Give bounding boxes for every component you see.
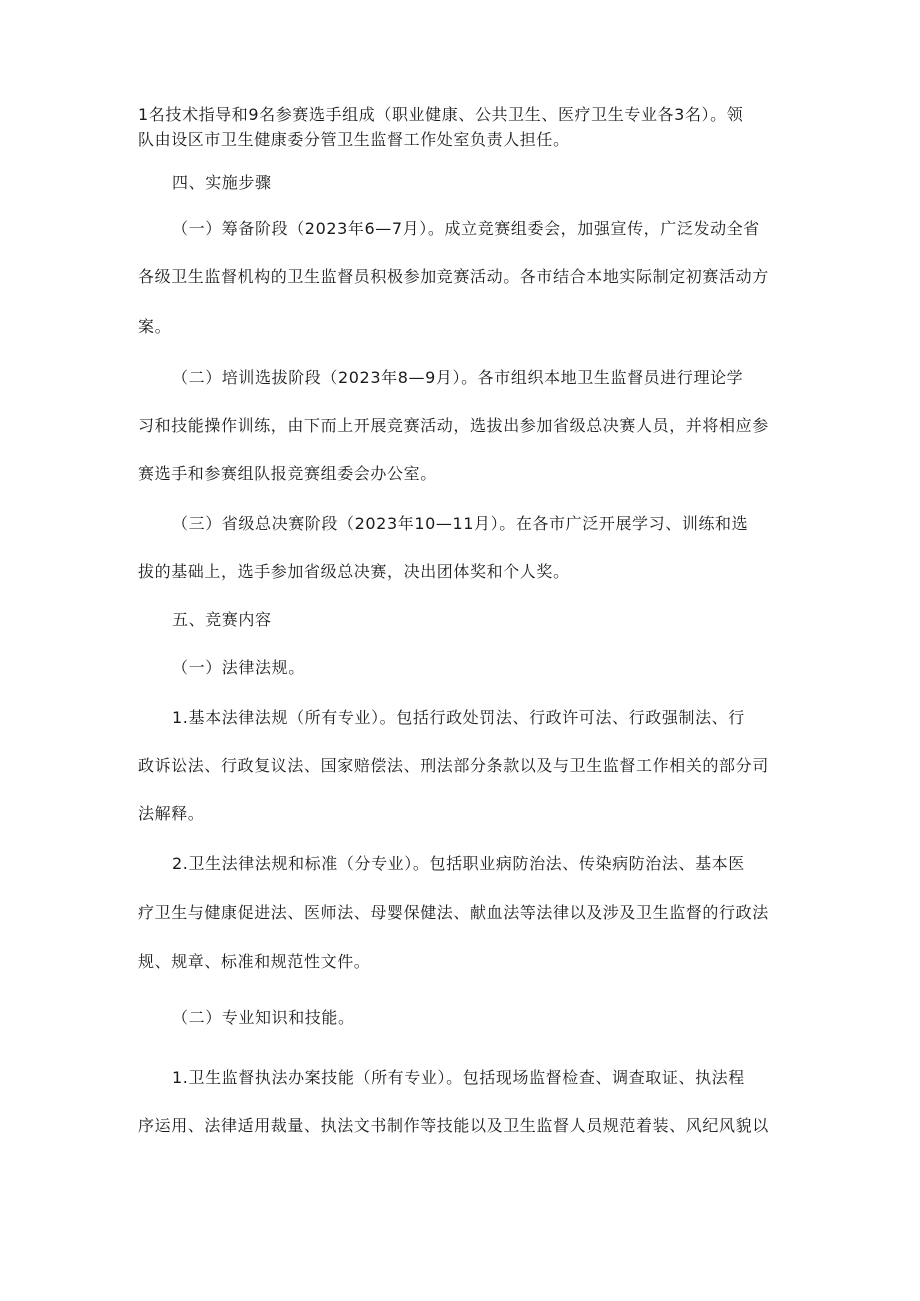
para-line: 案。 xyxy=(138,317,172,336)
subsection-heading-laws: （一）法律法规。 xyxy=(172,658,305,677)
para-line: 赛选手和参赛组队报竞赛组委会办公室。 xyxy=(138,464,437,483)
para-line: 序运用、法律适用裁量、执法文书制作等技能以及卫生监督人员规范着装、风纪风貌以 xyxy=(138,1116,769,1135)
para-line: 疗卫生与健康促进法、医师法、母婴保健法、献血法等法律以及涉及卫生监督的行政法 xyxy=(138,903,769,922)
para-line: 法解释。 xyxy=(138,804,205,823)
para-line: 1名技术指导和9名参赛选手组成（职业健康、公共卫生、医疗卫生专业各3名）。领 xyxy=(138,105,744,124)
para-line: （二）培训选拔阶段（2023年8—9月）。各市组织本地卫生监督员进行理论学 xyxy=(172,368,744,387)
para-line: 规、规章、标准和规范性文件。 xyxy=(138,952,371,971)
para-line: 队由设区市卫生健康委分管卫生监督工作处室负责人担任。 xyxy=(138,130,570,149)
para-line: 各级卫生监督机构的卫生监督员积极参加竞赛活动。各市结合本地实际制定初赛活动方 xyxy=(138,267,769,286)
para-line: 1.卫生监督执法办案技能（所有专业）。包括现场监督检查、调查取证、执法程 xyxy=(172,1068,745,1087)
para-line: 政诉讼法、行政复议法、国家赔偿法、刑法部分条款以及与卫生监督工作相关的部分司 xyxy=(138,756,769,775)
section-heading-implementation-steps: 四、实施步骤 xyxy=(172,173,272,192)
para-line: （三）省级总决赛阶段（2023年10—11月）。在各市广泛开展学习、训练和选 xyxy=(172,514,749,533)
para-line: 2.卫生法律法规和标准（分专业）。包括职业病防治法、传染病防治法、基本医 xyxy=(172,854,745,873)
section-heading-competition-content: 五、竞赛内容 xyxy=(172,610,272,629)
para-line: 拔的基础上，选手参加省级总决赛，决出团体奖和个人奖。 xyxy=(138,562,570,581)
para-line: 1.基本法律法规（所有专业）。包括行政处罚法、行政许可法、行政强制法、行 xyxy=(172,708,745,727)
para-line: （一）筹备阶段（2023年6—7月）。成立竞赛组委会，加强宣传，广泛发动全省 xyxy=(172,219,760,238)
subsection-heading-professional-skills: （二）专业知识和技能。 xyxy=(172,1008,355,1027)
para-line: 习和技能操作训练，由下而上开展竞赛活动，选拔出参加省级总决赛人员，并将相应参 xyxy=(138,416,769,435)
